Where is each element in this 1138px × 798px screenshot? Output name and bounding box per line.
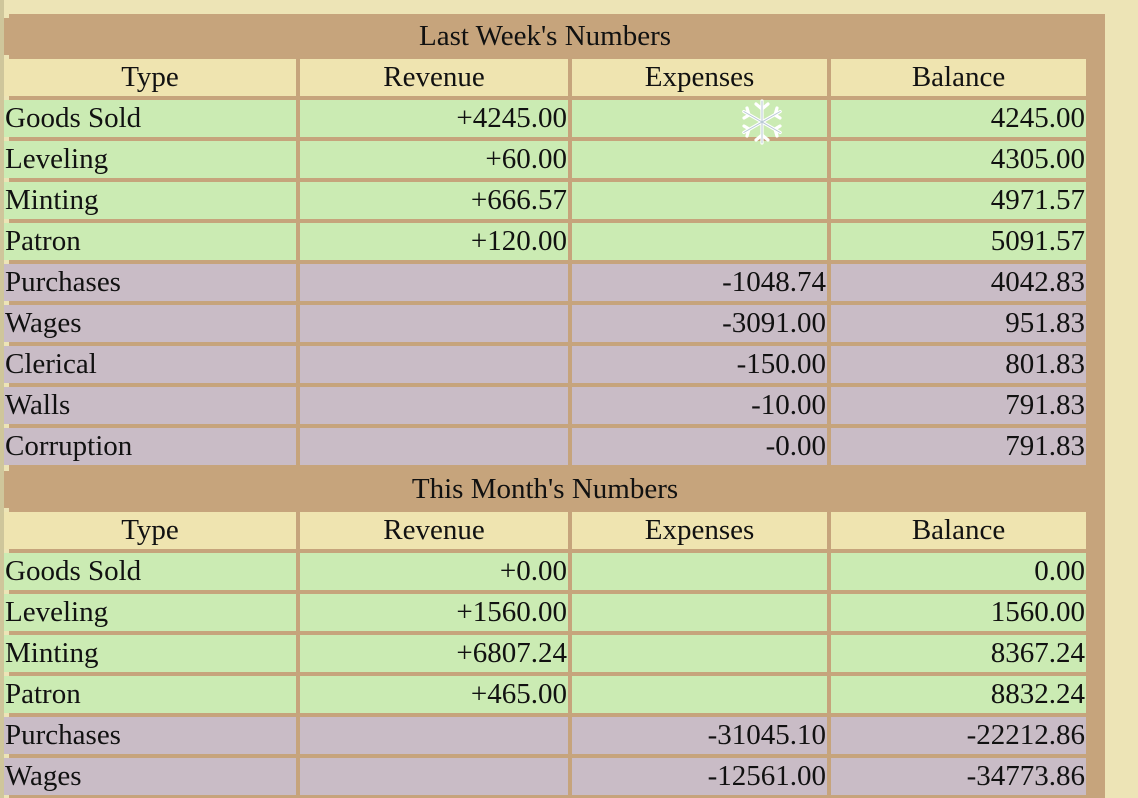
type-cell: Wages <box>4 758 296 795</box>
expenses-cell: -1048.74 <box>572 264 827 301</box>
weekly-row <box>4 264 1086 301</box>
type-cell: Walls <box>4 387 296 424</box>
weekly-row <box>4 223 1086 260</box>
column-header-expenses: Expenses <box>572 59 827 96</box>
type-cell: Minting <box>4 182 296 219</box>
expenses-cell: -150.00 <box>572 346 827 383</box>
balance-cell: 5091.57 <box>831 223 1086 260</box>
weekly-row <box>4 141 1086 178</box>
revenue-cell <box>300 264 568 301</box>
revenue-cell <box>300 387 568 424</box>
expenses-cell <box>572 594 827 631</box>
weekly-row <box>4 100 1086 137</box>
expenses-cell: -3091.00 <box>572 305 827 342</box>
column-header-type: Type <box>4 512 296 549</box>
expenses-cell: -12561.00 <box>572 758 827 795</box>
balance-cell: 1560.00 <box>831 594 1086 631</box>
revenue-cell <box>300 428 568 465</box>
weekly-row <box>4 387 1086 424</box>
revenue-cell: +6807.24 <box>300 635 568 672</box>
snowflake-icon <box>738 98 786 146</box>
expenses-cell <box>572 635 827 672</box>
balance-cell: 951.83 <box>831 305 1086 342</box>
revenue-cell: +0.00 <box>300 553 568 590</box>
revenue-cell: +465.00 <box>300 676 568 713</box>
type-cell: Leveling <box>4 594 296 631</box>
balance-cell: 791.83 <box>831 428 1086 465</box>
weekly-row <box>4 428 1086 465</box>
expenses-cell <box>572 676 827 713</box>
monthly-header-row <box>4 512 1086 549</box>
revenue-cell <box>300 346 568 383</box>
monthly-table <box>0 467 1090 798</box>
balance-cell: 4971.57 <box>831 182 1086 219</box>
type-cell: Corruption <box>4 428 296 465</box>
type-cell: Clerical <box>4 346 296 383</box>
monthly-body <box>4 553 1086 798</box>
weekly-table <box>0 14 1090 469</box>
column-header-revenue: Revenue <box>300 512 568 549</box>
monthly-row <box>4 553 1086 590</box>
monthly-caption-row <box>4 471 1086 508</box>
column-header-revenue: Revenue <box>300 59 568 96</box>
revenue-cell: +120.00 <box>300 223 568 260</box>
weekly-body <box>4 100 1086 465</box>
column-header-balance: Balance <box>831 59 1086 96</box>
expenses-cell: -31045.10 <box>572 717 827 754</box>
balance-cell: 0.00 <box>831 553 1086 590</box>
weekly-row <box>4 182 1086 219</box>
weekly-header-row <box>4 59 1086 96</box>
balance-cell: 791.83 <box>831 387 1086 424</box>
revenue-cell: +4245.00 <box>300 100 568 137</box>
weekly-row <box>4 305 1086 342</box>
type-cell: Patron <box>4 223 296 260</box>
balance-cell: -34773.86 <box>831 758 1086 795</box>
monthly-row <box>4 594 1086 631</box>
revenue-cell <box>300 758 568 795</box>
weekly-caption-row <box>4 18 1086 55</box>
balance-cell: 4042.83 <box>831 264 1086 301</box>
type-cell: Purchases <box>4 264 296 301</box>
expenses-cell <box>572 553 827 590</box>
expenses-cell <box>572 141 827 178</box>
type-cell: Purchases <box>4 717 296 754</box>
revenue-cell <box>300 717 568 754</box>
type-cell: Goods Sold <box>4 100 296 137</box>
weekly-title: Last Week's Numbers <box>4 18 1086 55</box>
revenue-cell: +1560.00 <box>300 594 568 631</box>
expenses-cell <box>572 182 827 219</box>
type-cell: Minting <box>4 635 296 672</box>
monthly-title: This Month's Numbers <box>4 471 1086 508</box>
balance-cell: 8367.24 <box>831 635 1086 672</box>
weekly-row <box>4 346 1086 383</box>
balance-cell: 4245.00 <box>831 100 1086 137</box>
type-cell: Leveling <box>4 141 296 178</box>
column-header-expenses: Expenses <box>572 512 827 549</box>
revenue-cell <box>300 305 568 342</box>
balance-cell: -22212.86 <box>831 717 1086 754</box>
expenses-cell: -0.00 <box>572 428 827 465</box>
type-cell: Wages <box>4 305 296 342</box>
balance-cell: 801.83 <box>831 346 1086 383</box>
column-header-balance: Balance <box>831 512 1086 549</box>
column-header-type: Type <box>4 59 296 96</box>
expenses-cell <box>572 223 827 260</box>
revenue-cell: +60.00 <box>300 141 568 178</box>
type-cell: Goods Sold <box>4 553 296 590</box>
expenses-cell <box>572 100 827 137</box>
monthly-row <box>4 758 1086 795</box>
revenue-cell: +666.57 <box>300 182 568 219</box>
monthly-row <box>4 717 1086 754</box>
expenses-cell: -10.00 <box>572 387 827 424</box>
balance-cell: 4305.00 <box>831 141 1086 178</box>
monthly-row <box>4 635 1086 672</box>
balance-cell: 8832.24 <box>831 676 1086 713</box>
type-cell: Patron <box>4 676 296 713</box>
monthly-row <box>4 676 1086 713</box>
